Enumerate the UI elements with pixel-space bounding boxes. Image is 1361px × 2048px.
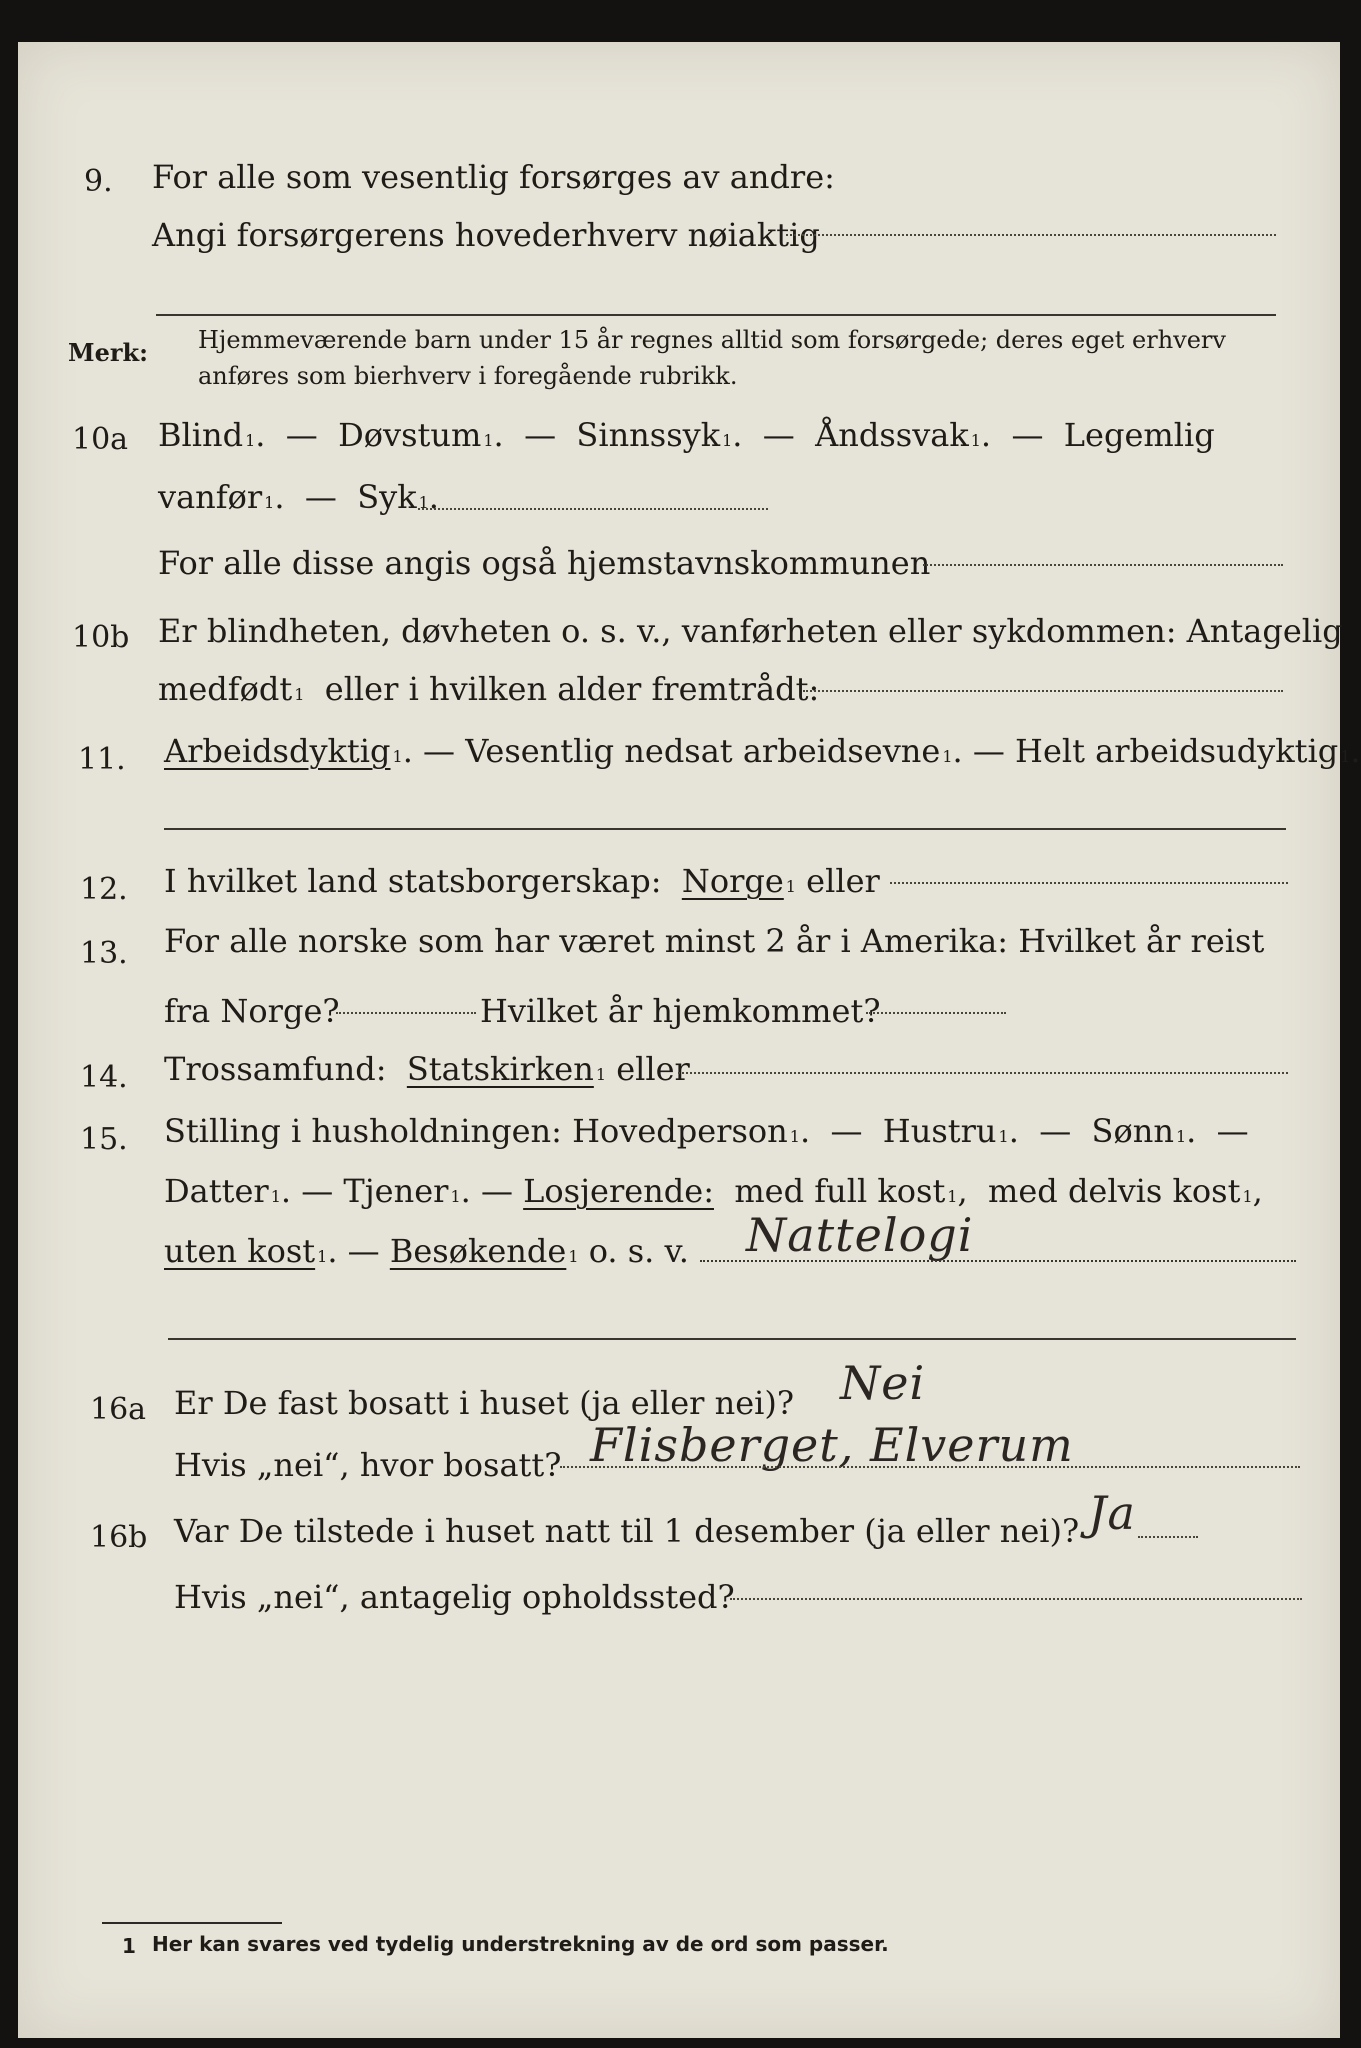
question-10b-number: 10b bbox=[72, 620, 130, 655]
question-16b-answer-line bbox=[1138, 1536, 1198, 1538]
question-16a-line1: Er De fast bosatt i huset (ja eller nei)? bbox=[174, 1384, 795, 1422]
option-sinnssyk: Sinnssyk bbox=[576, 416, 721, 454]
footnote-text: Her kan svares ved tydelig understrekning av de ord som passer. bbox=[152, 1932, 889, 1956]
question-15-answer-line bbox=[700, 1260, 1296, 1262]
question-14-number: 14. bbox=[80, 1060, 128, 1095]
question-16a-number: 16a bbox=[90, 1392, 147, 1427]
option-tjener: Tjener bbox=[343, 1172, 449, 1210]
question-13-hjemkommet: Hvilket år hjemkommet? bbox=[480, 992, 881, 1030]
footnote-separator bbox=[102, 1922, 282, 1924]
question-9-answer-line-2 bbox=[156, 314, 1276, 316]
option-full-kost: med full kost bbox=[734, 1172, 946, 1210]
question-13-number: 13. bbox=[80, 936, 128, 971]
note-line2: anføres som bierhverv i foregående rubrikk. bbox=[198, 362, 738, 390]
option-blind: Blind bbox=[158, 416, 244, 454]
question-10b-answer-line bbox=[803, 690, 1283, 692]
option-dovstum: Døvstum bbox=[338, 416, 482, 454]
question-12-answer-line bbox=[890, 882, 1288, 884]
option-norge: Norge bbox=[681, 862, 784, 900]
question-15-osv: o. s. v. bbox=[588, 1232, 689, 1270]
question-13-hjem-line bbox=[866, 1012, 1006, 1014]
question-13-fra-norge: fra Norge? bbox=[164, 992, 340, 1030]
question-16b-line1: Var De tilstede i huset natt til 1 desember (ja eller nei)? bbox=[174, 1512, 1080, 1550]
question-10a-line3: For alle disse angis også hjemstavnskommunen bbox=[158, 544, 931, 582]
option-andssvak: Åndssvak bbox=[815, 416, 969, 454]
question-9-line2: Angi forsørgerens hovederhverv nøiaktig bbox=[152, 216, 820, 254]
question-16a-answer-line bbox=[560, 1466, 1300, 1468]
option-delvis-kost: med delvis kost bbox=[988, 1172, 1241, 1210]
question-15-number: 15. bbox=[80, 1122, 128, 1157]
option-uten-kost: uten kost bbox=[164, 1232, 316, 1270]
question-11-number: 11. bbox=[78, 742, 126, 777]
option-legemlig: Legemlig bbox=[1063, 416, 1215, 454]
option-besokende: Besøkende bbox=[389, 1232, 567, 1270]
question-15-answer-line-2 bbox=[168, 1338, 1296, 1340]
question-9-answer-line bbox=[786, 234, 1276, 236]
option-losjerende: Losjerende: bbox=[523, 1172, 714, 1210]
question-9-number: 9. bbox=[84, 164, 113, 199]
handwritten-answer-16b: Ja bbox=[1088, 1486, 1136, 1540]
question-14-eller: eller bbox=[616, 1050, 690, 1088]
question-16b-line2: Hvis „nei“, antagelig opholdssted? bbox=[174, 1578, 735, 1616]
note-label: Merk: bbox=[68, 338, 148, 367]
question-12-number: 12. bbox=[80, 872, 128, 907]
option-hustru: Hustru bbox=[882, 1112, 997, 1150]
option-vesentlig-nedsat: Vesentlig nedsat arbeidsevne bbox=[465, 732, 941, 770]
handwritten-answer-16a: Nei bbox=[840, 1356, 926, 1410]
handwritten-answer-16a-bosatt: Flisberget, Elverum bbox=[590, 1418, 1074, 1472]
question-14-answer-line bbox=[678, 1072, 1288, 1074]
option-vanfor: vanfør bbox=[158, 478, 263, 516]
question-12-text: I hvilket land statsborgerskap: bbox=[164, 862, 662, 900]
handwritten-answer-15: Nattelogi bbox=[746, 1208, 974, 1262]
question-16b-answer-line-2 bbox=[730, 1598, 1302, 1600]
option-statskirken: Statskirken bbox=[406, 1050, 594, 1088]
question-15-line1: Stilling i husholdningen: Hovedperson bbox=[164, 1112, 788, 1150]
question-10a-number: 10a bbox=[72, 422, 129, 457]
question-13-fra-line bbox=[336, 1012, 476, 1014]
option-syk: Syk bbox=[357, 478, 417, 516]
option-helt-udyktig: Helt arbeidsudyktig bbox=[1015, 732, 1339, 770]
question-10a-kommune-line bbox=[923, 564, 1283, 566]
option-datter: Datter bbox=[164, 1172, 269, 1210]
question-12-eller: eller bbox=[806, 862, 880, 900]
question-11-answer-line bbox=[164, 828, 1286, 830]
option-medfodt: medfødt bbox=[158, 670, 293, 708]
question-9-line1: For alle som vesentlig forsørges av andre: bbox=[152, 158, 835, 196]
option-sonn: Sønn bbox=[1091, 1112, 1174, 1150]
census-form-page: 9. For alle som vesentlig forsørges av andre: Angi forsørgerens hovederhverv nøiaktig Merk: Hjemmeværende barn under 15 år regnes alltid som forsørgede; deres eget erhverv anføres som bierhverv i foregående rubrikk. 10a Blind 1 . — Døvstum 1 . — Sinnssyk 1 . — Åndssvak 1 . — Legemlig vanfør 1 . — Syk 1 . For alle disse angis også hjemstavnskommunen 10b Er blindheten, døvheten o. s. v., vanførheten eller sykdommen: Antagelig medfødt 1 eller i hvilken alder fremtrådt: 11. Arbeidsdyktig 1 . — Vesentlig nedsat arbeidsevne 1 . — Helt arbeidsudyktig 1 . 12. I hvilket land statsborgerskap: Norge 1 eller 13. For alle norske som har været minst 2 år i Amerika: Hvilket år reist fra Norge? Hvilket år hjemkommet? 14. Trossamfund: Statskirken 1 eller 15. Stilling i husholdningen: Hovedperson 1 . — Hustru 1 . — Sønn 1 . — Datter 1 . — Tjener 1 . — Losjerende: med full kost 1 , med delvis kost 1 , uten kost 1 . — Besøkende 1 o. s. v. Nattelogi 16a Er De fast bosatt i huset (ja eller nei)? Nei Hvis „nei“, hvor bosatt? Flisberget, Elverum 16b Var De tilstede i huset natt til 1 desember (ja eller nei)? Ja Hvis „nei“, antagelig opholdssted? 1 Her kan svares ved tydelig understrekning av de ord som passer. bbox=[18, 42, 1340, 2038]
option-arbeidsdyktig: Arbeidsdyktig bbox=[164, 732, 391, 770]
footnote-marker: 1 bbox=[122, 1934, 136, 1958]
question-13-line1: For alle norske som har været minst 2 år i Amerika: Hvilket år reist bbox=[164, 922, 1265, 960]
question-10a-answer-line bbox=[418, 508, 768, 510]
question-10b-line1: Er blindheten, døvheten o. s. v., vanførheten eller sykdommen: Antagelig bbox=[158, 612, 1343, 650]
note-line1: Hjemmeværende barn under 15 år regnes alltid som forsørgede; deres eget erhverv bbox=[198, 326, 1226, 354]
question-16a-line2: Hvis „nei“, hvor bosatt? bbox=[174, 1446, 562, 1484]
question-10b-line2: eller i hvilken alder fremtrådt: bbox=[324, 670, 820, 708]
question-16b-number: 16b bbox=[90, 1520, 148, 1555]
question-14-label: Trossamfund: bbox=[164, 1050, 387, 1088]
